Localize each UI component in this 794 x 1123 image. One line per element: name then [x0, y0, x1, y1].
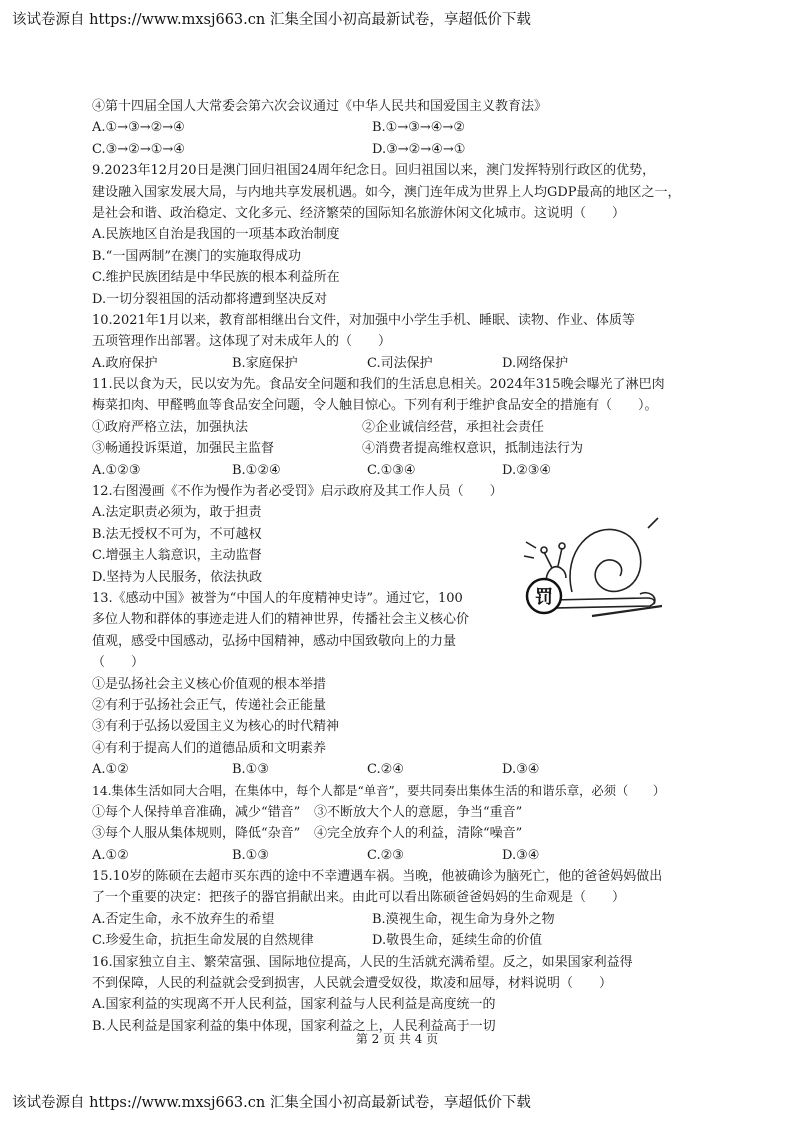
top-watermark-banner: 该试卷源自 https://www.mxsj663.cn 汇集全国小初高最新试卷，享超低价下载 — [12, 12, 531, 28]
q14-options — [92, 845, 704, 866]
q13-stem-line: 多位人物和群体的事迹走进人们的精神世界，传播社会主义核心价 — [92, 612, 470, 628]
q10-stem-line: 10.2021年1月以来，教育部相继出台文件，对加强中小学生手机、睡眠、读物、作业、体质等 — [92, 312, 636, 328]
option-a: A.①② — [92, 847, 129, 863]
q11-options — [92, 460, 704, 481]
q9-stem-line: 建设融入国家发展大局，与内地共享发展机遇。如今，澳门连年成为世界上人均GDP最高的地区之一， — [92, 184, 681, 200]
q13-statement: ①是弘扬社会主义核心价值观的根本举措 — [92, 676, 327, 692]
penalty-sign — [527, 579, 561, 613]
q9-option: A.民族地区自治是我国的一项基本政治制度 — [92, 227, 340, 243]
q13-options — [92, 759, 704, 780]
option-a: A.①②③ — [92, 462, 141, 478]
q16-option: A.国家利益的实现离不开人民利益，国家利益与人民利益是高度统一的 — [92, 997, 496, 1013]
option-c: C.②④ — [367, 762, 404, 778]
q13-statement: ④有利于提高人们的道德品质和文明素养 — [92, 740, 327, 756]
q12-option: D.坚持为人民服务，依法执政 — [92, 569, 263, 585]
q13-statement: ③有利于弘扬以爱国主义为核心的时代精神 — [92, 719, 340, 735]
option-c: C.①③④ — [367, 462, 416, 478]
q9-option: C.维护民族团结是中华民族的根本利益所在 — [92, 270, 340, 286]
q8-options-row-2 — [92, 139, 704, 160]
q16-stem-line: 16.国家独立自主、繁荣富强、国际地位提高，人民的生活就充满希望。反之，如果国家利益得 — [92, 954, 633, 970]
bottom-watermark-banner: 该试卷源自 https://www.mxsj663.cn 汇集全国小初高最新试卷，享超低价下载 — [12, 1095, 531, 1111]
option-b: B.①②④ — [232, 462, 281, 478]
q10-stem-line: 五项管理作出部署。这体现了对未成年人的（ ） — [92, 334, 392, 350]
q15-stem-line: 15.10岁的陈硕在去超市买东西的途中不幸遭遇车祸。当晚，他被确诊为脑死亡，他的爸爸妈妈做出 — [92, 869, 663, 885]
q11-items-row-1 — [92, 417, 704, 438]
option-b: B.①→③→④→② — [372, 120, 465, 136]
q8-item-4: ④第十四届全国人大常委会第六次会议通过《中华人民共和国爱国主义教育法》 — [92, 99, 548, 114]
q15-options-row-2 — [92, 930, 704, 951]
q11-stem-line: 梅菜扣肉、甲醛鸭血等食品安全问题，令人触目惊心。下列有利于维护食品安全的措施有（ ）。 — [92, 398, 658, 414]
option-d: D.③→②→④→① — [372, 141, 466, 157]
q13-stem-line: 13.《感动中国》被誉为“中国人的年度精神史诗”。通过它，100 — [92, 590, 463, 606]
option-c: C.珍爱生命，抗拒生命发展的自然规律 — [92, 933, 314, 949]
q8-options-row-1 — [92, 117, 704, 138]
option-d: D.②③④ — [502, 462, 552, 478]
q9-option: D.一切分裂祖国的活动都将遭到坚决反对 — [92, 291, 328, 307]
option-d: D.敬畏生命，延续生命的价值 — [372, 933, 543, 949]
q16-option: B.人民利益是国家利益的集中体现，国家利益之上，人民利益高于一切 — [92, 1018, 496, 1034]
option-a: A.政府保护 — [92, 355, 158, 371]
q16-stem-line: 不到保障，人民的利益就会受到损害，人民就会遭受奴役，欺凌和屈辱，材料说明（ ） — [92, 976, 613, 992]
q12-option: C.增强主人翁意识，主动监督 — [92, 548, 262, 564]
q9-stem-line: 9.2023年12月20日是澳门回归祖国24周年纪念日。回归祖国以来，澳门发挥特别行政区的优势， — [92, 163, 656, 179]
option-c: C.③→②→①→④ — [92, 141, 185, 157]
statement-4: ④消费者提高维权意识，抵制违法行为 — [362, 441, 584, 457]
page-number: 第 2 页 共 4 页 — [355, 1032, 439, 1046]
statement-1: ①每个人保持单音准确，减少“错音” — [92, 804, 301, 820]
option-a: A.否定生命，永不放弃生的希望 — [92, 911, 275, 927]
statement-2: ③不断放大个人的意愿，争当“重音” — [314, 804, 523, 820]
q9-stem-line: 是社会和谐、政治稳定、文化多元、经济繁荣的国际知名旅游休闲文化城市。这说明（ ） — [92, 205, 626, 221]
option-d: D.③④ — [502, 847, 540, 863]
q15-stem-line: 了一个重要的决定：把孩子的器官捐献出来。由此可以看出陈硕爸爸妈妈的生命观是（ ） — [92, 890, 626, 906]
statement-3: ③每个人服从集体规则，降低“杂音” — [92, 826, 301, 842]
snail-shell — [570, 529, 641, 592]
option-b: B.漠视生命，视生命为身外之物 — [372, 911, 555, 927]
statement-4: ④完全放弃个人的利益，清除“噪音” — [314, 826, 523, 842]
q11-items-row-2 — [92, 438, 704, 459]
q14-stem: 14.集体生活如同大合唱，在集体中，每个人都是“单音”，要共同奏出集体生活的和谐乐章，必须（ ） — [92, 783, 666, 798]
q12-stem: 12.右图漫画《不作为慢作为者必受罚》启示政府及其工作人员（ ） — [92, 484, 503, 500]
q12-option: A.法定职责必须为，敢于担责 — [92, 505, 262, 521]
q12-option: B.法无授权不可为，不可越权 — [92, 526, 262, 542]
option-b: B.①③ — [232, 847, 269, 863]
option-b: B.家庭保护 — [232, 355, 298, 371]
statement-1: ①政府严格立法，加强执法 — [92, 419, 249, 435]
statement-2: ②企业诚信经营，承担社会责任 — [362, 419, 545, 435]
q11-stem-line: 11.民以食为天，民以安为先。食品安全问题和我们的生活息息相关。2024年315晚会曝光了淋巴肉 — [92, 377, 665, 393]
q10-options — [92, 353, 704, 374]
snail-body — [552, 598, 654, 608]
statement-3: ③畅通投诉渠道，加强民主监督 — [92, 441, 275, 457]
option-d: D.③④ — [502, 762, 540, 778]
q14-items-row-2 — [92, 823, 704, 844]
option-a: A.①② — [92, 762, 129, 778]
q13-stem-line: 值观，感受中国感动，弘扬中国精神，感动中国致敬向上的力量 — [92, 633, 457, 649]
q9-option: B.“一国两制”在澳门的实施取得成功 — [92, 248, 301, 264]
penalty-sign-text: 罚 — [535, 587, 553, 608]
option-a: A.①→③→②→④ — [92, 120, 185, 136]
q15-options-row-1 — [92, 909, 704, 930]
q14-items-row-1 — [92, 802, 704, 823]
q13-stem-line: （ ） — [92, 655, 145, 671]
option-c: C.司法保护 — [367, 355, 433, 371]
q13-statement: ②有利于弘扬社会正气，传递社会正能量 — [92, 697, 327, 713]
option-b: B.①③ — [232, 762, 269, 778]
option-d: D.网络保护 — [502, 355, 569, 371]
option-c: C.②③ — [367, 847, 404, 863]
snail-penalty-cartoon — [522, 512, 662, 622]
